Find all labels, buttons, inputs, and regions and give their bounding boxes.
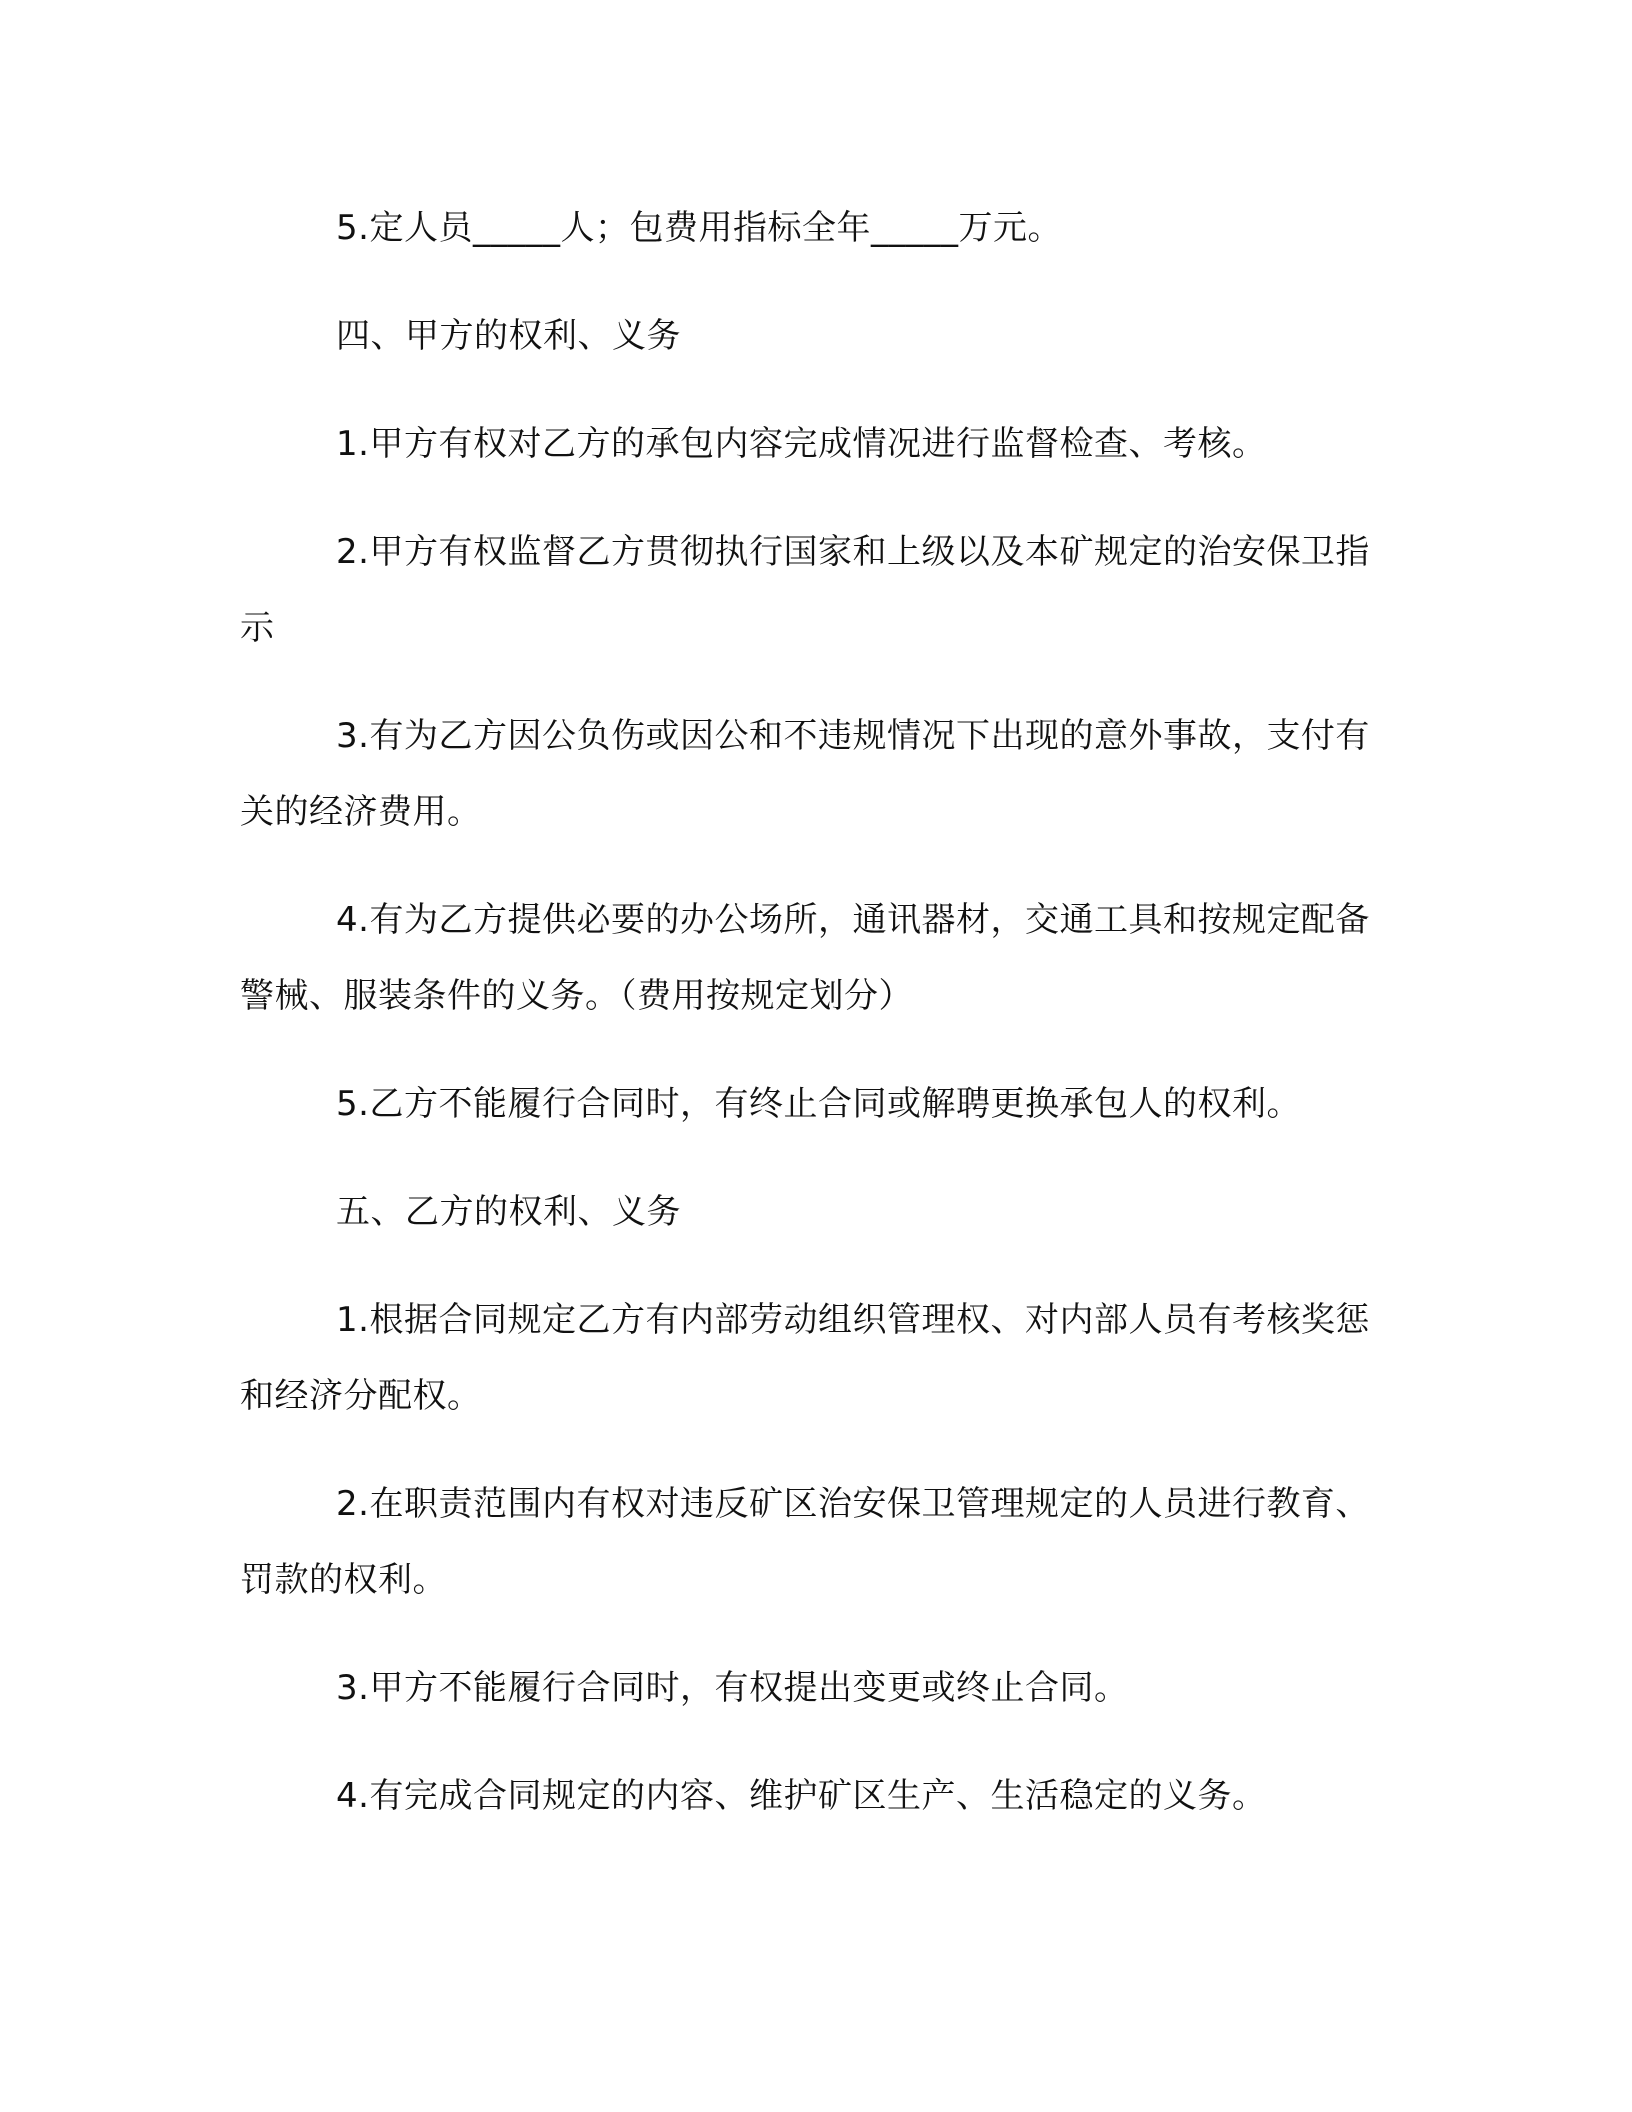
clause-party-b-2: 2.在职责范围内有权对违反矿区治安保卫管理规定的人员进行教育、罚款的权利。 xyxy=(240,1484,1370,1600)
clause-party-a-2: 2.甲方有权监督乙方贯彻执行国家和上级以及本矿规定的治安保卫指示 xyxy=(240,532,1370,648)
clause-party-b-3: 3.甲方不能履行合同时，有权提出变更或终止合同。 xyxy=(336,1668,1129,1708)
section-heading-party-a: 四、甲方的权利、义务 xyxy=(336,316,681,356)
clause-party-a-4: 4.有为乙方提供必要的办公场所，通讯器材，交通工具和按规定配备警械、服装条件的义务。（费用按规定划分） xyxy=(240,900,1370,1016)
section-heading-party-b: 五、乙方的权利、义务 xyxy=(336,1192,681,1232)
clause-party-a-3: 3.有为乙方因公负伤或因公和不违规情况下出现的意外事故，支付有关的经济费用。 xyxy=(240,716,1370,832)
clause-staffing-budget: 5.定人员_____人；包费用指标全年_____万元。 xyxy=(336,208,1062,248)
clause-party-a-1: 1.甲方有权对乙方的承包内容完成情况进行监督检查、考核。 xyxy=(336,424,1267,464)
clause-party-b-4: 4.有完成合同规定的内容、维护矿区生产、生活稳定的义务。 xyxy=(336,1776,1267,1816)
clause-party-b-1: 1.根据合同规定乙方有内部劳动组织管理权、对内部人员有考核奖惩和经济分配权。 xyxy=(240,1300,1370,1416)
document-body xyxy=(240,190,1370,1866)
clause-party-a-5: 5.乙方不能履行合同时，有终止合同或解聘更换承包人的权利。 xyxy=(336,1084,1301,1124)
